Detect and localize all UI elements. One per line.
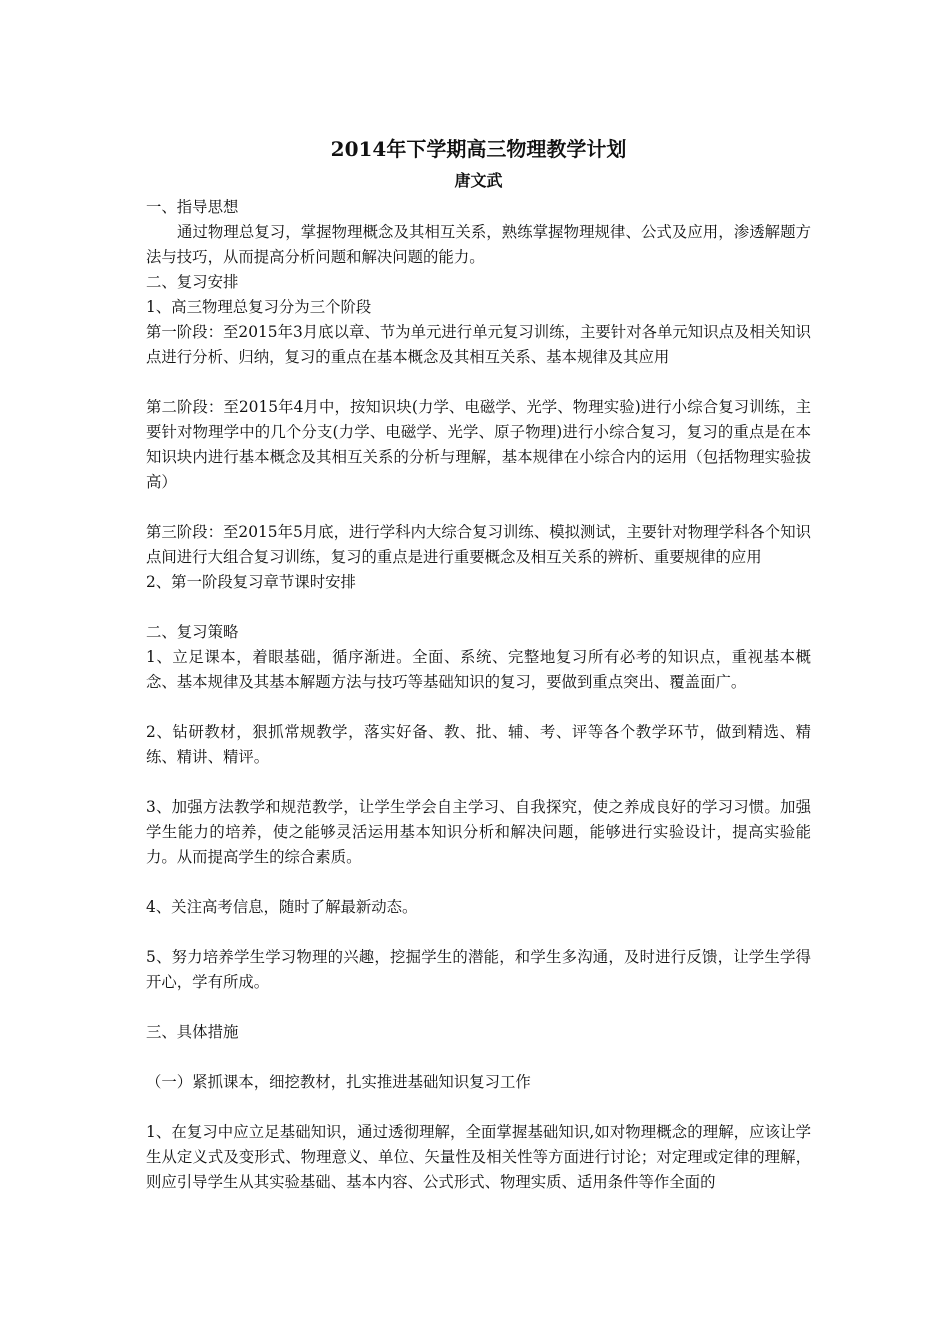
list-item-first-stage-schedule: 2、第一阶段复习章节课时安排 xyxy=(146,573,356,591)
blank-line xyxy=(146,695,811,720)
paragraph-strategy-1: 1、立足课本，着眼基础，循序渐进。全面、系统、完整地复习所有必考的知识点，重视基本概念、基本规律及其基本解题方法与技巧等基础知识的复习，要做到重点突出、覆盖面广。 xyxy=(146,648,811,691)
section-heading-measures: 三、具体措施 xyxy=(146,1023,239,1041)
paragraph-stage-one: 第一阶段：至2015年3月底以章、节为单元进行单元复习训练，主要针对各单元知识点及相关知识点进行分析、归纳，复习的重点在基本概念及其相互关系、基本规律及其应用 xyxy=(146,323,811,366)
blank-line xyxy=(146,1095,811,1120)
blank-line xyxy=(146,370,811,395)
subheading-measure-1: （一）紧抓课本，细挖教材，扎实推进基础知识复习工作 xyxy=(146,1073,531,1091)
section-heading-guiding-thought: 一、指导思想 xyxy=(146,198,239,216)
blank-line xyxy=(146,495,811,520)
section-heading-review-strategy: 二、复习策略 xyxy=(146,623,239,641)
blank-line xyxy=(146,595,811,620)
paragraph-guiding-thought: 通过物理总复习，掌握物理概念及其相互关系，熟练掌握物理规律、公式及应用，渗透解题方法与技巧，从而提高分析问题和解决问题的能力。 xyxy=(146,223,811,266)
blank-line xyxy=(146,870,811,895)
document-author: 唐文武 xyxy=(454,171,503,190)
document-title: 2014年下学期高三物理教学计划 xyxy=(330,137,627,161)
paragraph-strategy-4: 4、关注高考信息，随时了解最新动态。 xyxy=(146,898,418,916)
paragraph-strategy-5: 5、努力培养学生学习物理的兴趣，挖掘学生的潜能，和学生多沟通，及时进行反馈，让学生学得开心，学有所成。 xyxy=(146,948,811,991)
blank-line xyxy=(146,920,811,945)
paragraph-stage-three: 第三阶段：至2015年5月底，进行学科内大综合复习训练、模拟测试，主要针对物理学科各个知识点间进行大组合复习训练，复习的重点是进行重要概念及相互关系的辨析、重要规律的应用 xyxy=(146,523,811,566)
paragraph-stage-two: 第二阶段：至2015年4月中，按知识块(力学、电磁学、光学、物理实验)进行小综合复习训练，主要针对物理学中的几个分支(力学、电磁学、光学、原子物理)进行小综合复习，复习的重点是在本知识块内进行基本概念及其相互关系的分析与理解，基本规律在小综合内的运用（包括物理实验拔高） xyxy=(146,398,811,491)
list-item-three-stages: 1、高三物理总复习分为三个阶段 xyxy=(146,298,372,316)
section-heading-review-arrangement: 二、复习安排 xyxy=(146,273,239,291)
blank-line xyxy=(146,995,811,1020)
blank-line xyxy=(146,770,811,795)
document-page xyxy=(146,134,811,1195)
blank-line xyxy=(146,1045,811,1070)
paragraph-measure-1: 1、在复习中应立足基础知识，通过透彻理解，全面掌握基础知识,如对物理概念的理解，应该让学生从定义式及变形式、物理意义、单位、矢量性及相关性等方面进行讨论；对定理或定律的理解，则应引导学生从其实验基础、基本内容、公式形式、物理实质、适用条件等作全面的 xyxy=(146,1123,811,1191)
paragraph-strategy-3: 3、加强方法教学和规范教学，让学生学会自主学习、自我探究，使之养成良好的学习习惯。加强学生能力的培养，使之能够灵活运用基本知识分析和解决问题，能够进行实验设计，提高实验能力。从而提高学生的综合素质。 xyxy=(146,798,811,866)
paragraph-strategy-2: 2、钻研教材，狠抓常规教学，落实好备、教、批、辅、考、评等各个教学环节，做到精选、精练、精讲、精评。 xyxy=(146,723,811,766)
